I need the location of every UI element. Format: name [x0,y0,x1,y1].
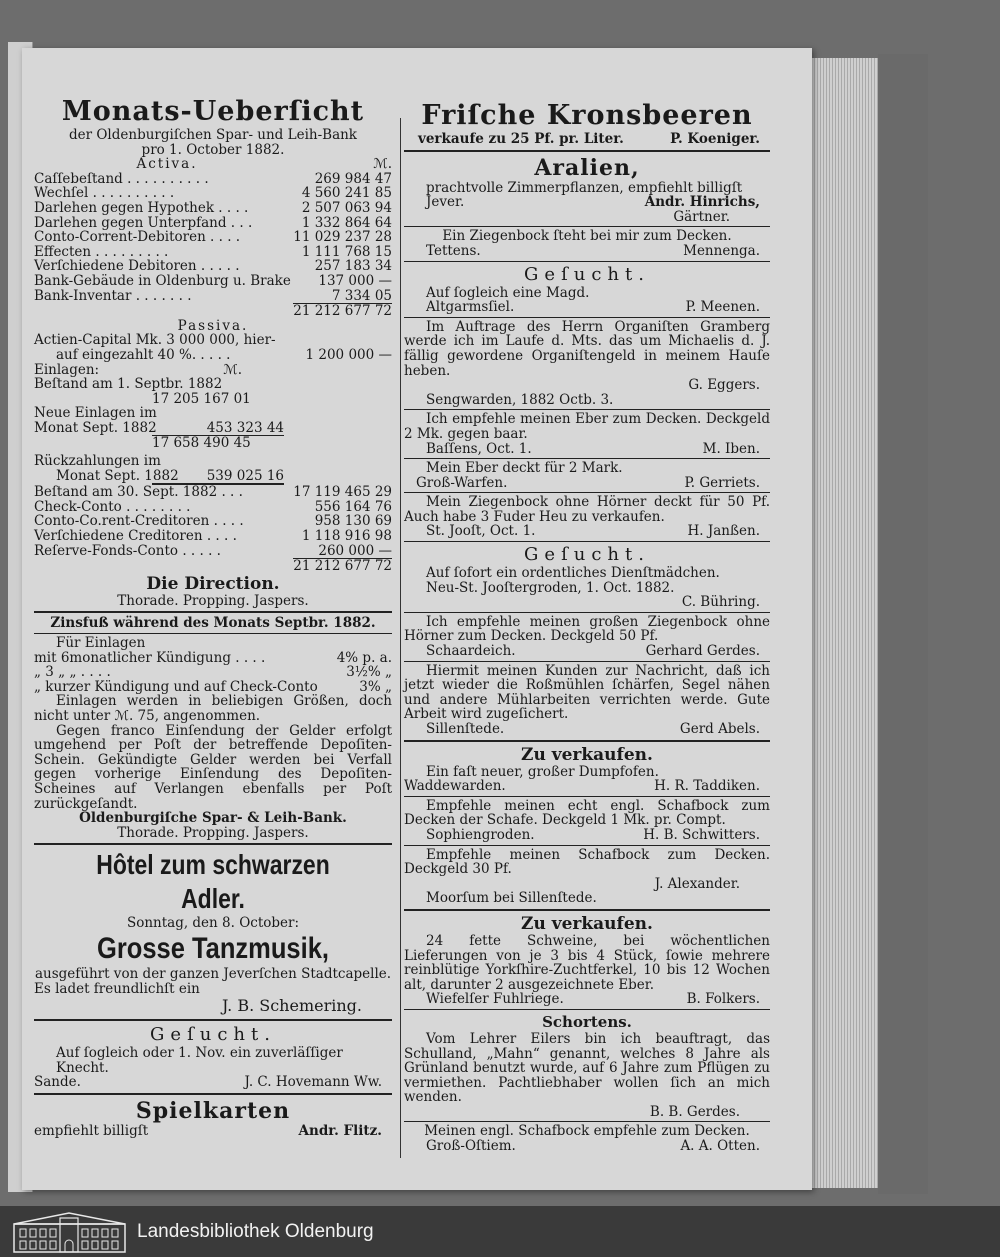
divider [34,633,392,634]
passiva-value: 958 130 69 [314,513,392,530]
activa-value: 4 560 241 85 [301,185,392,202]
activa-label: Wechſel . . . . . . . . . . [34,185,175,202]
divider [404,492,770,493]
schortens-title: Schortens. [542,1012,632,1031]
neue-line1: Neue Einlagen im [34,405,157,422]
hoerner-place: St. Jooſt, Oct. 1. [426,523,536,540]
activa-row [34,172,392,187]
tanz-title: Grosse Tanzmusik, [97,931,329,965]
hoerner-sig [404,524,770,539]
activa-label: Darlehen gegen Unterpfand . . . [34,214,253,231]
abels-text: Hiermit meinen Kunden zur Nachricht, daß ich jetzt wieder die Roßmühlen ſchärfen, Segel nähen und andere Mühlarbeiten verrichten werde. Gute Arbeit wird zugeſichert. [404,662,770,723]
schweine-sign: B. Folkers. [686,991,760,1008]
activa-row [34,259,392,274]
aralien-title: Aralien, [534,154,640,181]
activa-value: 2 507 063 94 [301,199,392,216]
divider [404,409,770,410]
otten-sign: A. A. Otten. [680,1138,760,1155]
activa-value: 11 029 237 28 [293,229,392,246]
magd-sign: P. Meenen. [685,299,760,316]
gesucht-title: Geſucht. [150,1024,276,1046]
otten-sig [404,1139,770,1154]
divider [404,317,770,318]
divider [404,1009,770,1010]
passiva-row [34,500,392,515]
adler-date: Sonntag, den 8. October: [126,915,300,932]
zins-title: Zinsfuß während des Monats Septbr. 1882. [50,615,376,632]
passiva-total: 21 212 677 72 [293,558,392,575]
monats-date: pro 1. October 1882. [141,141,285,158]
dienst-place: Neu-St. Jooſtergroden, 1. Oct. 1882. [426,579,675,596]
passiva-label: Verſchiedene Creditoren . . . . [34,528,237,545]
zins-line3-label: „ 3 „ „ . . . . [34,664,111,681]
passiva-value: 556 164 76 [314,498,392,515]
library-building-logo-icon [12,1210,127,1254]
activa-value: 269 984 47 [314,170,392,187]
zins-line4-value: 3% „ [359,678,392,695]
schortens-sign: B. B. Gerdes. [649,1103,740,1120]
schafbock1-sig [404,828,770,843]
divider [404,458,770,459]
dumpf-sign: H. R. Taddiken. [654,778,760,795]
capital-value: 1 200 000 — [305,346,392,363]
magd-place: Altgarmsſiel. [426,299,515,316]
organist-text: Im Auftrage des Herrn Organiſten Gramberg werde ich im Laufe d. Mts. das um Michaelis d. J. fällig gewordene Organiſtengeld in meinem Hauſe heben. [404,318,770,379]
passiva-row [34,485,392,500]
sum1: 17 658 490 45 [152,435,284,451]
activa-value: 1 111 768 15 [301,243,392,260]
capital-row [34,348,392,363]
currency-label: ℳ. [373,156,392,173]
divider [404,261,770,262]
activa-row [34,245,392,260]
passiva-row [34,514,392,529]
activa-total: 21 212 677 72 [293,303,392,320]
ziegenbock-sign: Mennenga. [683,242,760,259]
schortens-text: Vom Lehrer Eilers bin ich beauftragt, das Schulland, „Mahn“ genannt, welches 8 Jahre als Grünland benutzt wurde, auf 6 Jahre zum Pflügen zu vermiethen. Pachtliebhaber wollen ſich an mich wenden. [404,1030,770,1106]
ziegenbock-place: Tettens. [426,242,481,259]
eber2-line: Mein Eber deckt für 2 Mark. [426,460,623,477]
zins-line2-label: mit 6monatlicher Kündigung . . . . [34,649,266,666]
magd-line: Auf ſogleich eine Magd. [426,284,590,301]
zins-names: Thorade. Propping. Jaspers. [117,824,309,841]
ziegenbock-line: Ein Ziegenbock ſteht bei mir zum Decken. [442,228,732,245]
eber1-place: Baſſens, Oct. 1. [426,440,532,457]
abels-sign: Gerd Abels. [679,721,760,737]
dienst-line: Auf ſofort ein ordentliches Dienſtmädchen. [426,565,720,582]
direction-title: Die Direction. [146,573,280,594]
gerdes-sign: Gerhard Gerdes. [645,643,760,660]
passiva-label: Reſerve-Fonds-Conto . . . . . [34,542,221,559]
activa-label: Darlehen gegen Hypothek . . . . [34,199,249,216]
schafbock2-text: Empfehle meinen Schafbock zum Decken. Deckgeld 30 Pf. [404,846,770,878]
dienst-title: Geſucht. [524,544,650,566]
passiva-row [34,529,392,544]
schafbock1-sign: H. B. Schwitters. [643,826,760,843]
activa-value: 257 183 34 [314,258,392,275]
zins-row4 [34,680,392,695]
capital-line2: auf eingezahlt 40 %. . . . . [56,346,231,363]
adler-title: Hôtel zum schwarzen Adler. [96,849,330,915]
activa-value: 1 332 864 64 [301,214,392,231]
library-name: Landesbibliothek Oldenburg [137,1220,374,1242]
activa-label: Caſſebeſtand . . . . . . . . . . [34,170,209,187]
hoerner-sign: H. Janßen. [687,523,760,540]
eber2-sig [404,476,770,491]
schafbock2-sign: J. Alexander. [654,875,740,892]
activa-label: Activa. [136,156,198,173]
passiva-row [34,544,392,559]
dumpf-sig [404,779,770,794]
aralien-line: prachtvolle Zimmerpflanzen, empfiehlt billigſt [426,179,743,196]
neue-line2: Monat Sept. 1882 [34,419,157,436]
right-column [404,48,770,1154]
activa-header [34,157,392,172]
newspaper-page [22,48,812,1190]
kronsbeeren-sign: P. Koeniger. [670,131,760,147]
organist-place: Sengwarden, 1882 Octb. 3. [426,391,614,408]
hoerner-text: Mein Ziegenbock ohne Hörner deckt für 50 Pf. Auch habe 3 Fuder Heu zu verkaufen. [404,494,770,525]
activa-row [34,274,392,289]
schafbock2-place: Moorſum bei Sillenſtede. [426,890,597,907]
ziegenbock-sig [404,244,770,259]
activa-label: Bank-Gebäude in Oldenburg u. Brake [34,272,291,289]
activa-row [34,230,392,245]
passiva-value: 1 118 916 98 [301,528,392,545]
otten-line: Meinen engl. Schafbock empfehle zum Decken. [424,1123,750,1140]
activa-value: 7 334 05 [331,287,392,304]
activa-row [34,201,392,216]
passiva-value: 17 119 465 29 [293,484,392,501]
schafbock1-text: Empfehle meinen echt engl. Schafbock zum Decken der Schafe. Deckgeld 1 Mk. pr. Compt. [404,797,770,829]
passiva-total-row [34,558,392,574]
abels-place: Sillenſtede. [426,721,505,737]
bestand1-value: 17 205 167 01 [152,390,251,407]
capital-line1: Actien-Capital Mk. 3 000 000, hier- [34,332,276,349]
divider [404,740,770,742]
otten-place: Groß-Oſtiem. [426,1138,516,1155]
gesucht-line: Auf ſogleich oder 1. Nov. ein zuverläſſiger Knecht. [56,1045,343,1076]
activa-total-row [34,303,392,319]
kronsbeeren-sig [404,132,770,147]
spielkarten-sig [34,1124,392,1139]
passiva-label: Conto-Co.rent-Creditoren . . . . [34,513,244,530]
zins-row2 [34,651,392,666]
zins-line3-value: 3½% „ [346,664,392,681]
activa-list [34,172,392,303]
divider [34,1093,392,1095]
page-edges [806,58,878,1188]
passiva-list [34,485,392,558]
activa-label: Conto-Corrent-Debitoren . . . . [34,229,241,246]
eber2-place: Groß-Warfen. [416,474,508,491]
zins-line1: Für Einlagen [56,635,146,651]
dumpf-place: Waddewarden. [404,778,506,795]
schafbock1-place: Sophiengroden. [426,826,535,843]
aralien-sign1: Andr. Hinrichs, [644,194,760,211]
schweine-place: Wiefelſer Fuhlriege. [426,991,564,1008]
zins-row3 [34,665,392,680]
adler-sign: J. B. Schemering. [221,996,362,1016]
activa-row [34,186,392,201]
divider [34,611,392,613]
activa-label: Effecten . . . . . . . . . [34,243,169,260]
magd-sig [404,300,770,315]
gerdes-sig [404,644,770,659]
monats-title: Monats-Ueberſicht [61,96,365,127]
schweine-text: 24 fette Schweine, bei wöchentlichen Lieferungen von je 3 bis 4 Stück, ſowie mehrere reinblütige Yorkſhire-Zuchtferkel, 10 bis 12 Wochen alt, darunter 2 ausgezeichnete Eber. [404,932,770,993]
rueck-row [34,469,284,484]
divider [404,150,770,152]
aralien-place: Jever. [426,194,465,211]
passiva-label: Beſtand am 30. Sept. 1882 . . . [34,484,243,501]
activa-label: Verſchiedene Debitoren . . . . . [34,258,240,275]
aralien-sign2: Gärtner. [673,208,730,225]
divider [404,845,770,846]
rueck-line2: Monat Sept. 1882 [56,467,179,484]
divider [34,843,392,845]
einlagen-row [34,363,392,378]
passiva-value: 260 000 — [318,542,392,559]
spielkarten-title: Spielkarten [135,1097,291,1124]
activa-label: Bank-Inventar . . . . . . . [34,287,192,304]
column-rule [400,118,401,1158]
gesucht-sig [34,1075,392,1090]
einlagen-label: Einlagen: [34,361,100,378]
eber2-sign: P. Gerriets. [684,474,760,491]
book-cover [878,54,928,1194]
adler-line1: ausgeführt von der ganzen Jeverſchen Stadtcapelle. [34,965,392,982]
schweine-sig [404,992,770,1007]
divider [404,612,770,613]
passiva-label: Passiva. [177,317,249,334]
divider [404,226,770,227]
activa-row [34,216,392,231]
spielkarten-sign: Andr. Flitz. [298,1122,382,1139]
eber1-sign: M. Iben. [702,440,760,457]
activa-value: 137 000 — [318,272,392,289]
kronsbeeren-title: Friſche Kronsbeeren [421,100,753,131]
footer-bar [0,1206,1000,1257]
organist-sign: G. Eggers. [688,377,760,394]
schweine-title: Zu verkaufen. [521,913,653,934]
aralien-sig [404,195,770,210]
abels-sig [404,722,770,737]
divider [404,796,770,797]
magd-title: Geſucht. [524,263,650,285]
divider [404,1121,770,1122]
kronsbeeren-line: verkaufe zu 25 Pf. pr. Liter. [418,131,624,147]
direction-names: Thorade. Propping. Jaspers. [117,592,309,609]
einlagen-currency: ℳ. [223,361,242,378]
neue-value: 453 323 44 [206,419,284,436]
divider [404,661,770,662]
divider [404,909,770,911]
divider [404,541,770,542]
zins-line2-value: 4% p. a. [336,649,392,666]
rueck-line1: Rückzahlungen im [34,453,161,470]
divider [34,1019,392,1021]
zins-line4-label: „ kurzer Kündigung und auf Check-Conto [34,678,318,695]
dumpf-line: Ein faſt neuer, großer Dumpfofen. [426,763,659,780]
gerdes-place: Schaardeich. [426,643,516,660]
dienst-sign: C. Bühring. [681,594,760,611]
left-column [34,48,392,1138]
eber1-sig [404,442,770,457]
spielkarten-line: empfiehlt billigſt [34,1122,149,1139]
activa-row [34,289,392,304]
zins-text: Einlagen werden in beliebigen Größen, doch nicht unter ℳ. 75, angenommen. [34,693,392,724]
gesucht-place: Sande. [34,1074,81,1091]
rueck-value: 539 025 16 [206,467,284,484]
dumpf-title: Zu verkaufen. [521,744,653,765]
bestand1-label: Beſtand am 1. Septbr. 1882 [34,376,223,393]
monats-subtitle: der Oldenburgiſchen Spar- und Leih-Bank [68,127,357,143]
gesucht-sign: J. C. Hovemann Ww. [244,1074,382,1091]
eber1-text: Ich empfehle meinen Eber zum Decken. Deckgeld 2 Mk. gegen baar. [404,411,770,442]
gerdes-text: Ich empfehle meinen großen Ziegenbock ohne Hörner zum Decken. Deckgeld 50 Pf. [404,613,770,645]
passiva-label: Check-Conto . . . . . . . . [34,498,191,515]
neue-row [34,421,284,436]
zins-bank: Oldenburgiſche Spar- & Leih-Bank. [79,810,347,827]
adler-line2: Es ladet freundlichſt ein [34,980,200,997]
zins-text2: Gegen franco Einſendung der Gelder erfolgt umgehend per Poſt der betreffende Depoſiten-Schein. Gekündigte Gelder werden bei Verfall gegen vorherige Einſendung des Depoſiten-Scheines auf Verlangen ebenfalls per Poſt zurückgeſandt. [34,722,392,812]
